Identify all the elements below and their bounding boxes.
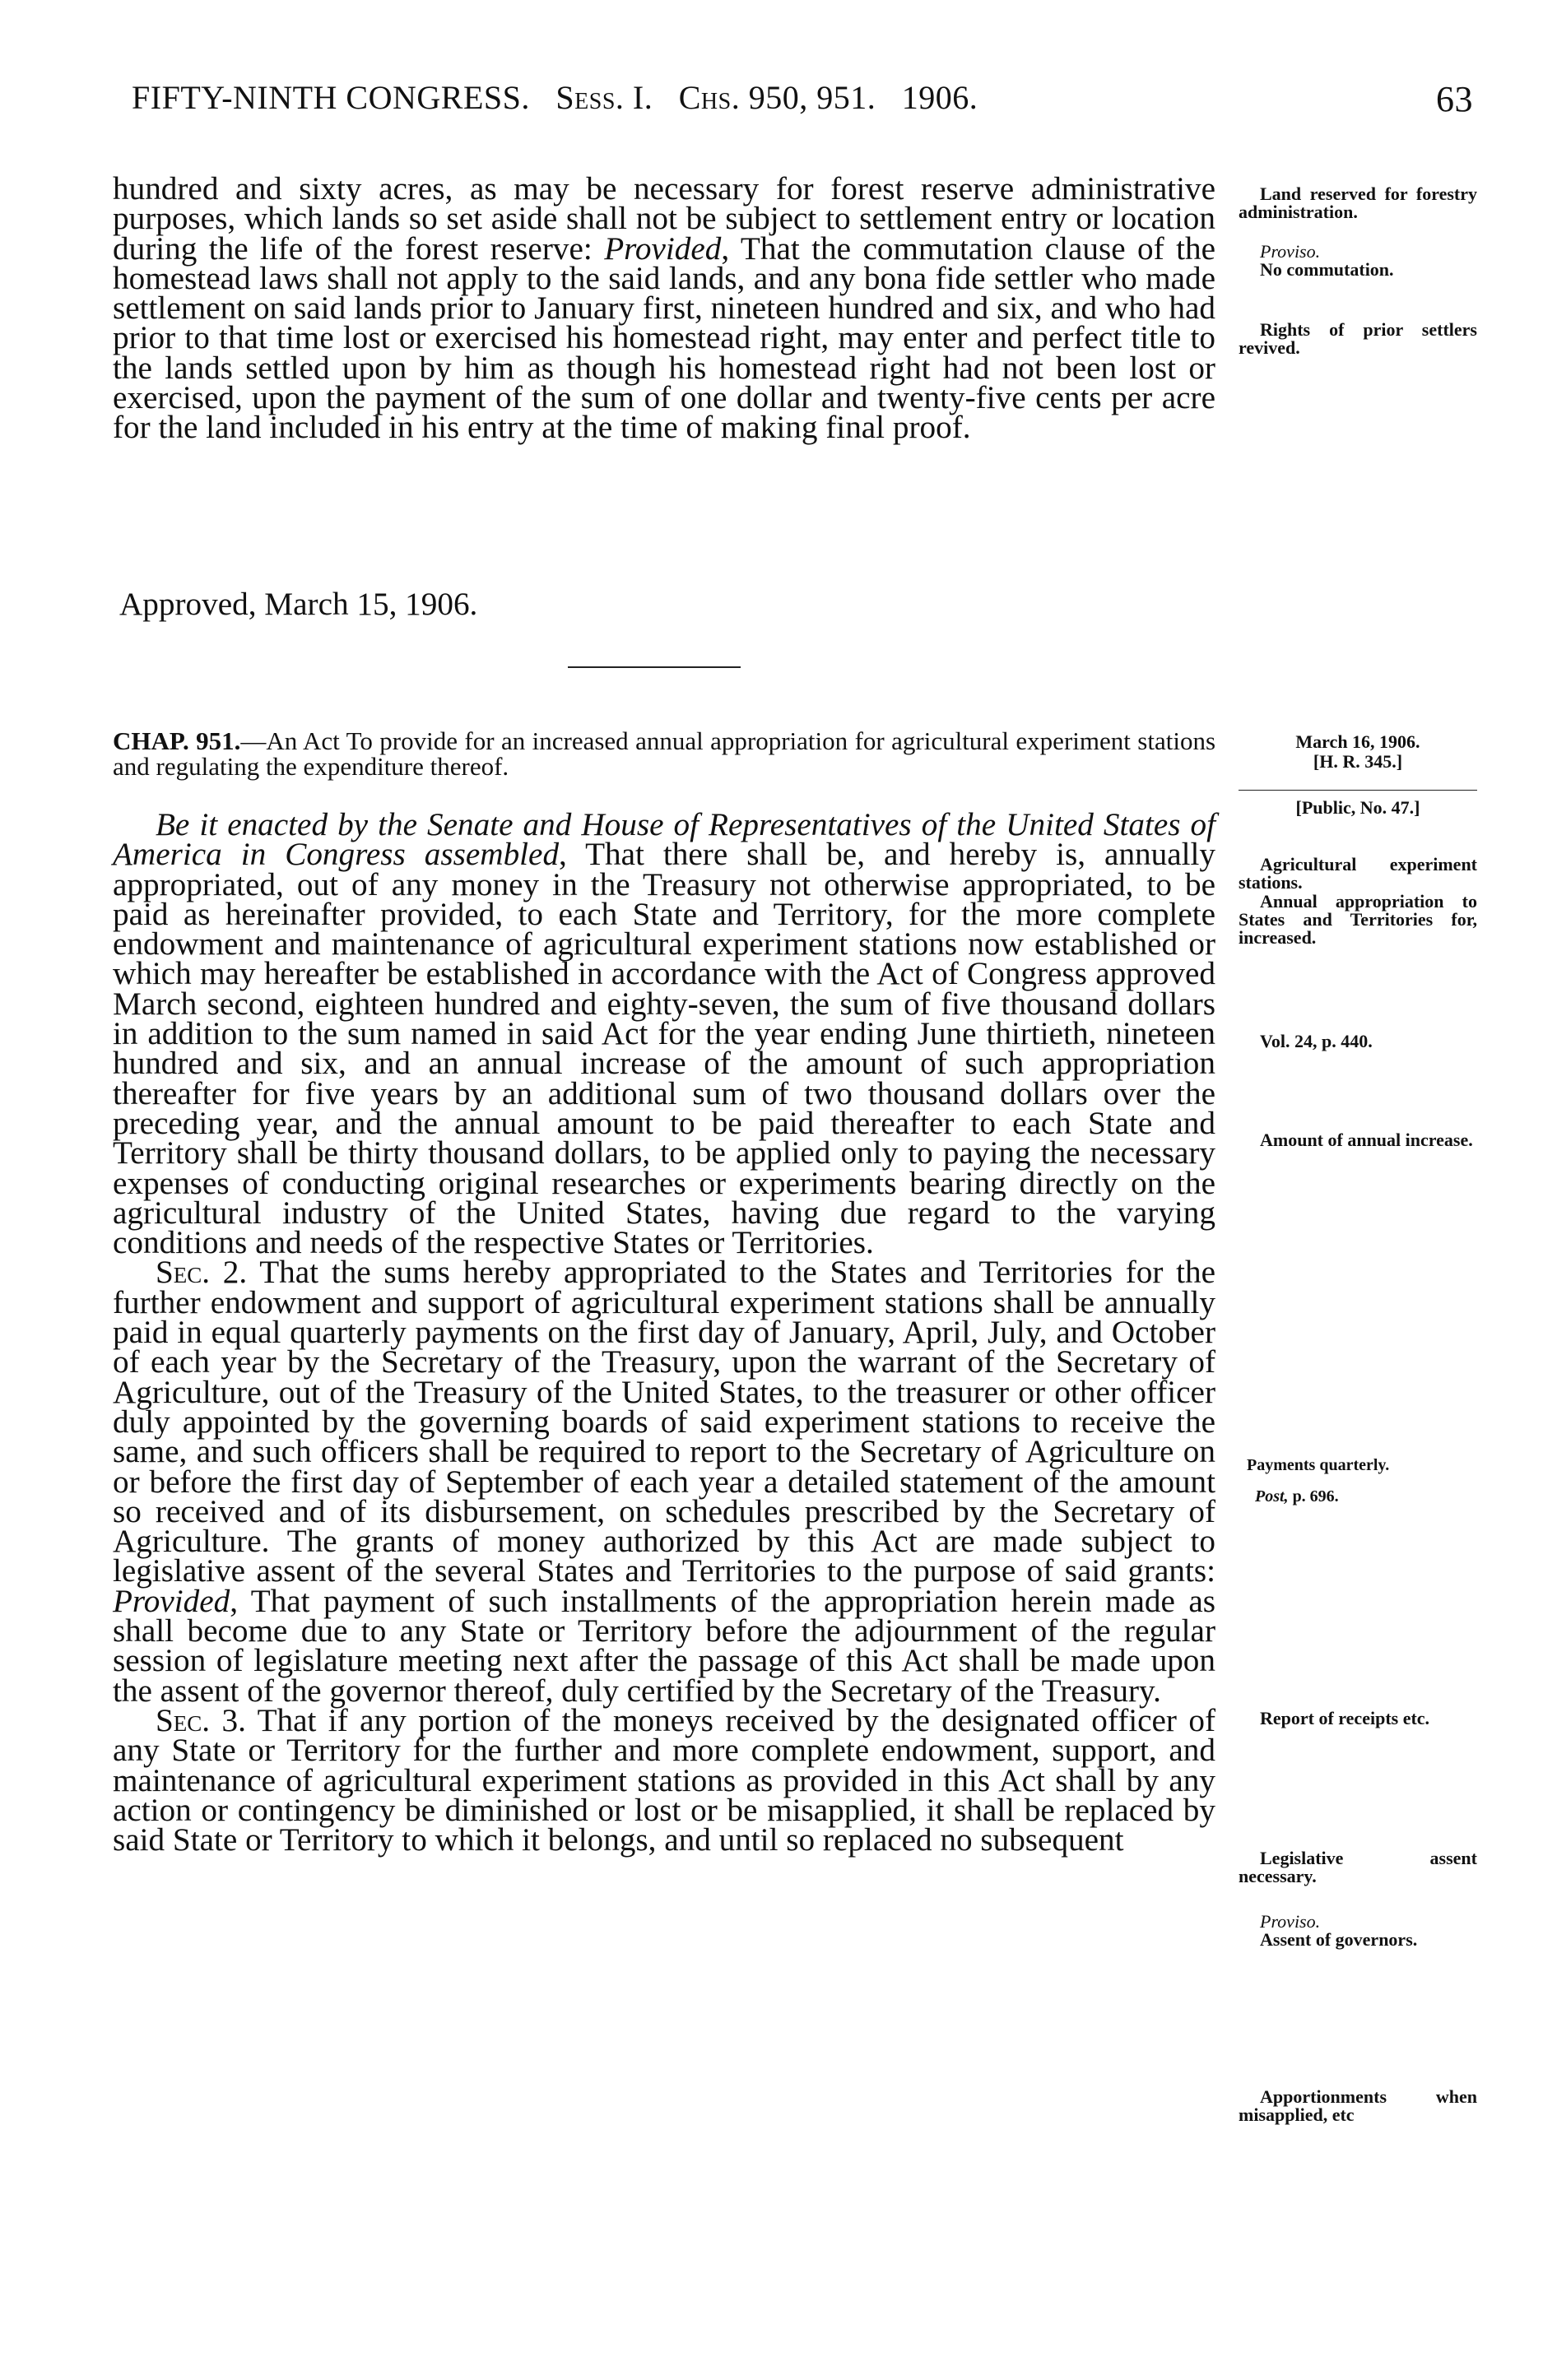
section-2-label: Sec. 2.	[156, 1255, 248, 1291]
section-3-label: Sec. 3.	[156, 1702, 246, 1738]
margin-note-payments-quarterly: Payments quarterly.	[1247, 1456, 1390, 1474]
page-number: 63	[1436, 79, 1473, 119]
public-law-number: [Public, No. 47.]	[1295, 797, 1420, 818]
margin-note-assent-governors: Proviso. Assent of governors.	[1260, 1911, 1418, 1950]
enactment-date: March 16, 1906.	[1295, 731, 1420, 752]
chapter-label: CHAP. 951.	[113, 726, 241, 755]
section-1-text: , That there shall be, and hereby is, annually appropriated, out of any money in the Treasury not otherwise appropriated, to be paid as hereinafter provided, to each State and Territory, for the more complete endowment and maintenance of agricultural experiment stations now established or which may hereafter be established in accordance with the Act of Congress approved March second, eighteen hundred and eighty-seven, the sum of five thousand dollars in addition to the sum named in said Act for the year ending June thirtieth, nineteen hundred and six, and an annual increase of the amount of such appropriation thereafter for five years by an additional sum of two thousand dollars over the preceding year, and the annual amount to be paid thereafter to each State and Territory shall be thirty thousand dollars, to be applied only to paying the necessary expenses of conducting original researches or experiments bearing directly on the agricultural industry of the United States, having due regard to the varying conditions and needs of the respective States or Territories.	[113, 837, 1215, 1261]
year-label: 1906.	[901, 79, 978, 116]
margin-note-annual-increase: Amount of annual increase.	[1260, 1130, 1473, 1150]
bill-number: [H. R. 345.]	[1313, 751, 1403, 772]
chapters-label: Chs. 950, 951.	[678, 79, 876, 116]
proviso-word: Provided	[113, 1583, 230, 1619]
chapter-950-paragraph: hundred and sixty acres, as may be necessary for forest reserve administrative purposes, which lands so set aside shall not be subject to settlement entry or location during the life of the forest reserve: Provided, That the commutation clause of the homestead laws shall not apply to the said lands, and any bona fide settler who made settlement on said lands prior to January first, nineteen hundred and six, and who had prior to that time lost or exercised his homestead right, may enter and perfect title to the lands settled upon by him as though his homestead right had not been lost or exercised, upon the payment of the sum of one dollar and twenty-five cents per acre for the land included in his entry at the time of making final proof.	[113, 171, 1215, 446]
margin-note-land-reserved: Land reserved for forestry administration.	[1239, 183, 1477, 222]
margin-note-report-receipts: Report of receipts etc.	[1260, 1708, 1430, 1728]
section-3-text: That if any portion of the moneys received by the designated officer of any State or Territory for the further and more complete endowment, support, and maintenance of agricultural experiment stations as provided in this Act shall by any action or contingency be diminished or lost or be misapplied, it shall be replaced by said State or Territory to which it belongs, and until so replaced no subsequent	[113, 1702, 1216, 1858]
running-header	[132, 78, 1473, 128]
chapter-title: —An Act To provide for an increased annual appropriation for agricultural experiment stations and regulating the expenditure thereof.	[113, 726, 1216, 781]
margin-note-vol-reference: Vol. 24, p. 440.	[1260, 1031, 1373, 1051]
chapter-950-continuation	[113, 171, 1215, 446]
margin-note-apportionments: Apportionments when misapplied, etc	[1239, 2086, 1477, 2125]
section-3	[113, 1702, 1216, 1858]
enacting-clause: Be it enacted by the Senate and House of Representatives of the United States of America in Congress assembled	[113, 807, 1215, 873]
proviso-word: Provided	[604, 230, 722, 267]
margin-note-annual-appropriation: Annual appropriation to States and Territories for, increased.	[1239, 891, 1477, 948]
chapter-951-body	[113, 807, 1216, 1858]
chapter-951-heading	[113, 728, 1215, 779]
margin-note-no-commutation: Proviso. No commutation.	[1260, 241, 1394, 280]
running-head-text	[132, 78, 978, 117]
congress-label: FIFTY-NINTH CONGRESS.	[132, 79, 530, 116]
approval-line: Approved, March 15, 1906.	[119, 587, 478, 622]
section-divider	[568, 666, 741, 668]
margin-note-post-reference: Post, p. 696.	[1255, 1487, 1339, 1505]
margin-note-experiment-stations: Agricultural experiment stations.	[1239, 854, 1477, 893]
session-label: Sess. I.	[555, 79, 653, 116]
chapter-date-block	[1239, 732, 1477, 772]
margin-note-prior-settlers: Rights of prior settlers revived.	[1239, 319, 1477, 358]
section-2: Sec. 2. That the sums hereby appropriated to the States and Territories for the further endowment and support of agricultural experiment stations shall be annually paid in equal quarterly payments on the first day of January, April, July, and October of each year by the Secretary of the Treasury, upon the warrant of the Secretary of Agriculture, out of the Treasury of the United States, to the treasurer or other officer duly appointed by the governing boards of said experiment stations to receive the same, and such officers shall be required to report to the Secretary of Agriculture on or before the first day of September of each year a detailed statement of the amount so received and of its disbursement, on schedules prescribed by the Secretary of Agriculture. The grants of money authorized by this Act are made subject to legislative assent of the several States and Territories to the purpose of said grants: Provided, That payment of such installments of the appropriation herein made as shall become due to any State or Territory before the adjournment of the regular session of legislature meeting next after the passage of this Act shall be made upon the assent of the governor thereof, duly certified by the Secretary of the Treasury.	[113, 1255, 1216, 1709]
section-1	[113, 807, 1215, 1261]
margin-note-legislative-assent: Legislative assent necessary.	[1239, 1848, 1477, 1886]
meta-divider	[1239, 790, 1477, 791]
